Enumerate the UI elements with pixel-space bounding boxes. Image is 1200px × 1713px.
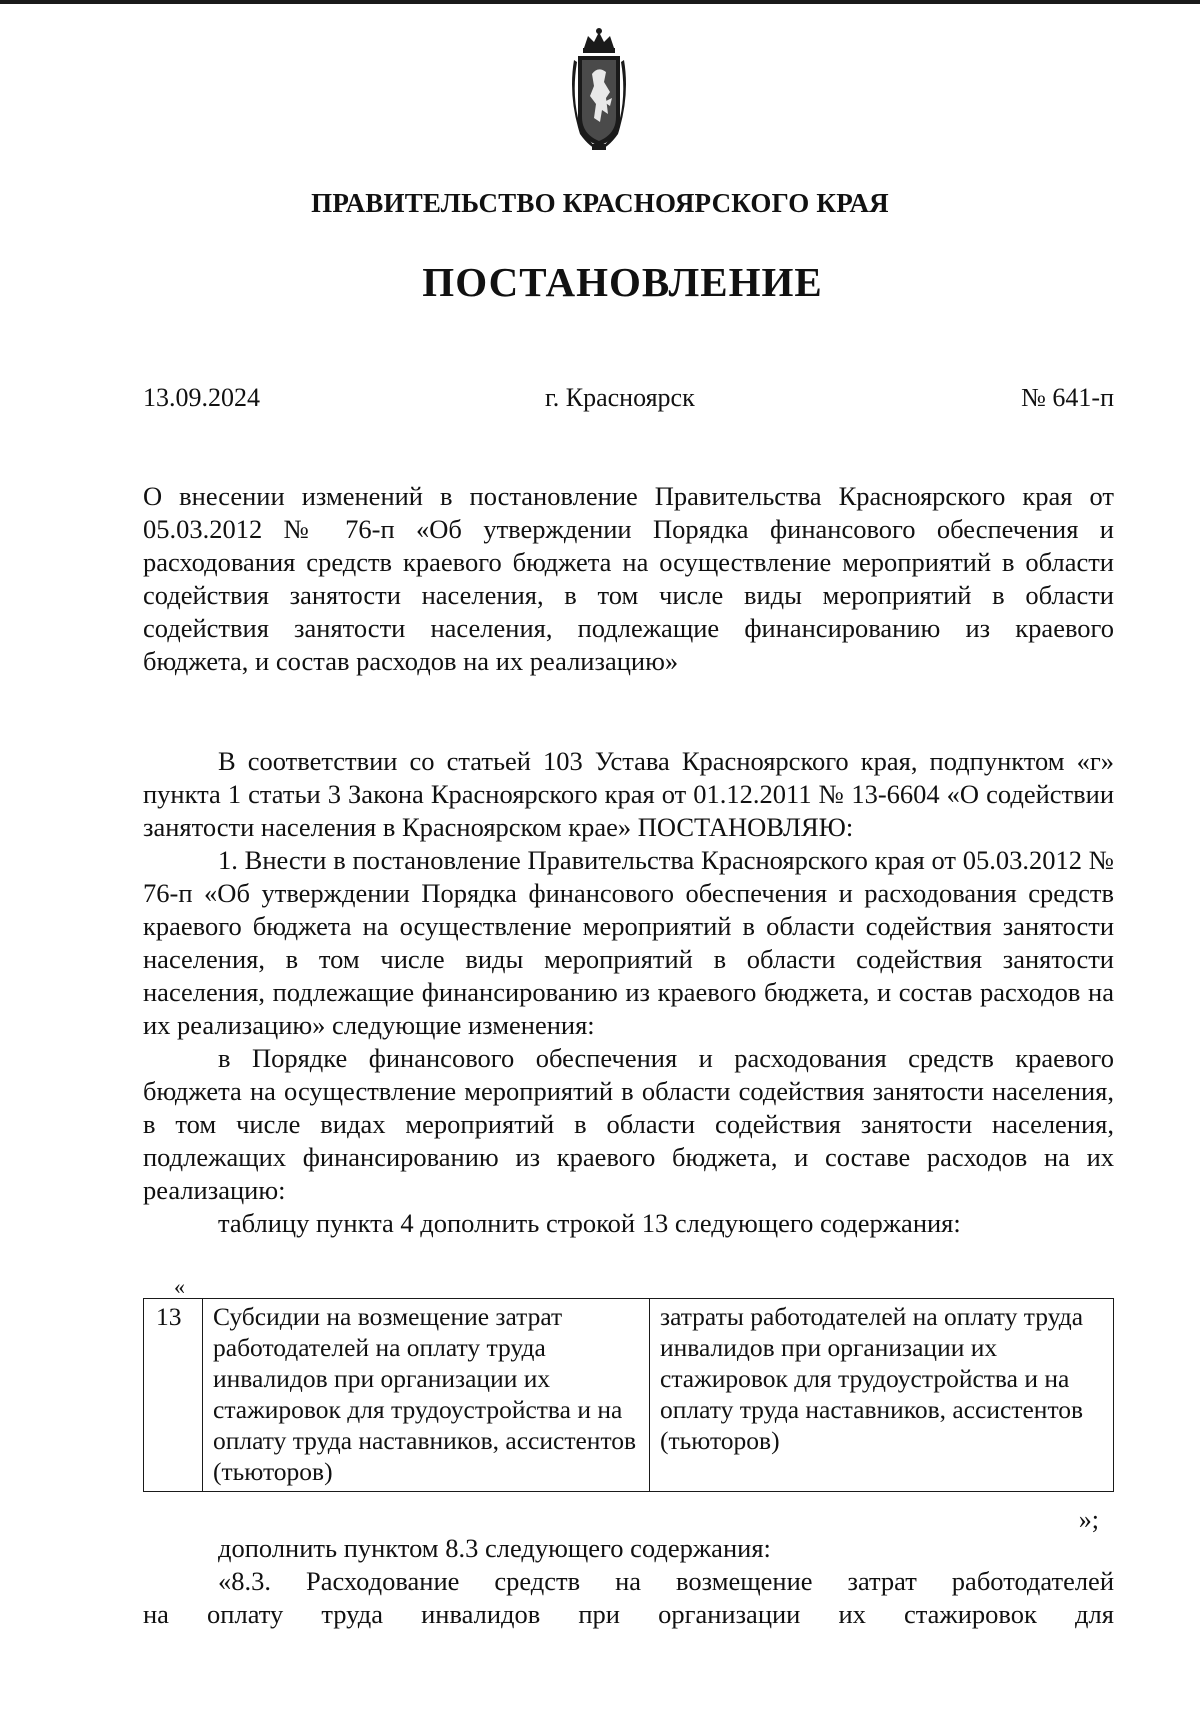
document-body: [143, 745, 1114, 1240]
document-city: г. Красноярск: [545, 383, 695, 412]
paragraph-preamble: В соответствии со статьей 103 Устава Красноярского края, подпунктом «г» пункта 1 статьи 3 Закона Красноярского края от 01.12.2011 № 13-6604 «О содействии занятости населения в Красноярском крае» ПОСТАНОВЛЯЮ:: [143, 746, 1114, 842]
subject-text: О внесении изменений в постановление Правительства Красноярского края от 05.03.2012 № 76-п «Об утверждении Порядка финансового обеспечения и расходования средств краевого бюджета на осуществление мероприятий в области содействия занятости населения, в том числе виды мероприятий в области содействия занятости населения, подлежащие финансированию из краевого бюджета, и состав расходов на их реализацию»: [143, 481, 1114, 676]
word: их: [838, 1599, 866, 1629]
word: оплату: [207, 1599, 284, 1629]
activity-cell: Субсидии на возмещение затрат работодателей на оплату труда инвалидов при организации их стажировок для трудоустройства и на оплату труда наставников, ассистентов (тьюторов): [203, 1299, 650, 1492]
word: при: [578, 1599, 620, 1629]
document-type-heading: ПОСТАНОВЛЕНИЕ: [422, 259, 823, 305]
amendment-table: [143, 1298, 1114, 1492]
word: труда: [321, 1599, 383, 1629]
table-row: [144, 1299, 1114, 1492]
organization-heading: ПРАВИТЕЛЬСТВО КРАСНОЯРСКОГО КРАЯ: [311, 188, 889, 218]
document-number: № 641-п: [1021, 383, 1114, 412]
paragraph-item-1: 1. Внести в постановление Правительства Красноярского края от 05.03.2012 № 76-п «Об утверждении Порядка финансового обеспечения и расходования средств краевого бюджета на осуществление мероприятий в области содействия занятости населения, в том числе виды мероприятий в области содействия занятости населения, подлежащие финансированию из краевого бюджета, и состав расходов на их реализацию» следующие изменения:: [143, 845, 1114, 1040]
document-date: 13.09.2024: [143, 383, 260, 412]
document-body-continued: [143, 1532, 1114, 1631]
paragraph-8-3-start: «8.3. Расходование средств на возмещение затрат работодателей: [218, 1566, 1114, 1596]
quote-open-mark: «: [174, 1274, 185, 1299]
row-number-cell: 13: [144, 1299, 203, 1492]
word: стажировок: [904, 1599, 1037, 1629]
word: инвалидов: [421, 1599, 541, 1629]
paragraph-add-8-3: дополнить пунктом 8.3 следующего содержания:: [218, 1533, 771, 1563]
word: для: [1074, 1599, 1114, 1629]
coat-of-arms-icon: [566, 26, 632, 154]
quote-close-mark: »;: [1078, 1505, 1099, 1534]
expenses-cell: затраты работодателей на оплату труда инвалидов при организации их стажировок для трудоустройства и на оплату труда наставников, ассистентов (тьюторов): [650, 1299, 1114, 1492]
document-subject: [143, 480, 1114, 678]
paragraph-table-intro: таблицу пункта 4 дополнить строкой 13 следующего содержания:: [218, 1208, 961, 1238]
word: организации: [658, 1599, 801, 1629]
scan-top-edge: [0, 0, 1200, 4]
paragraph-8-3-line-2: [143, 1598, 1114, 1631]
paragraph-order: в Порядке финансового обеспечения и расходования средств краевого бюджета на осуществление мероприятий в области содействия занятости населения, в том числе видах мероприятий в области содействия занятости населения, подлежащих финансированию из краевого бюджета, и составе расходов на их реализацию:: [143, 1043, 1114, 1205]
word: на: [143, 1599, 169, 1629]
coat-of-arms-emblem: [566, 26, 632, 154]
